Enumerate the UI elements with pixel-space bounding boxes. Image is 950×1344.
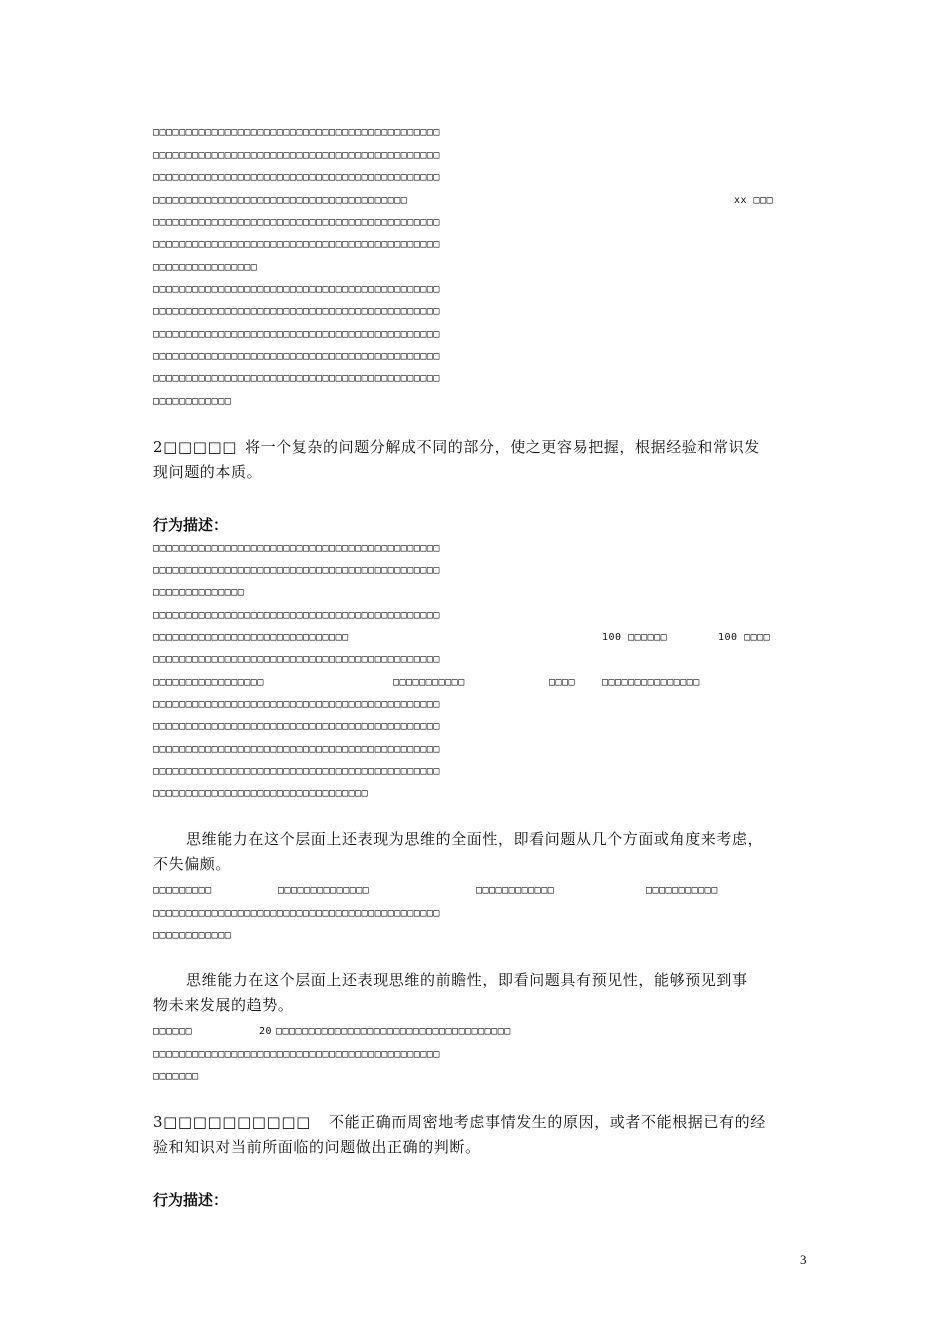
text-line: □□□□□□□□□□□□	[476, 885, 555, 896]
text-line: □□□□□□□□□□□□□□□□□□□□□□□□□□□□□□□□□□□□□□□□□□□□	[153, 306, 440, 317]
text-line: xx □□□	[734, 195, 774, 206]
text-line: □□□□□□□□□□□□□□□□□□□□□□□□□□□□□□□□□□□□□□□□□□□□	[153, 373, 440, 384]
text-line: □□□□□□□□□□□□□□□□□□□□□□□□□□□□□□□□□□□□□□□□□□□□	[153, 1049, 440, 1060]
section-heading: 行为描述：	[153, 1191, 229, 1209]
text-line: □□□□□□□□□□□□□□□□□□□□□□□□□□□□□□□□□□□□□□□□□□□□	[153, 284, 440, 295]
paragraph-line: 物未来发展的趋势。	[153, 996, 294, 1014]
text-line: □□□□□□□□□□□□□□□□□□□□□□□□□□□□□□□□□□□□□□□□□□□□	[153, 565, 440, 576]
item-definition: 将一个复杂的问题分解成不同的部分，使之更容易把握，根据经验和常识发	[245, 438, 760, 456]
text-line: □□□□□□□□□□□□□□□□□□□□□□□□□□□□□□□□□□□□□□□□□□□□	[153, 351, 440, 362]
paragraph-line: 思维能力在这个层面上还表现为思维的全面性，即看问题从几个方面或角度来考虑，	[186, 830, 764, 848]
text-line: □□□□□□□□□□□□□□□□□□□□□□□□□□□□□□□□□□□□□□□□□□□□	[153, 908, 440, 919]
text-line: 20	[259, 1026, 273, 1037]
item-number: 3□□□□□□□□□□	[153, 1113, 311, 1131]
text-line: □□□□□□□□□□□	[646, 885, 718, 896]
text-line: □□□□□□□□□□□□□□	[278, 885, 370, 896]
text-line: 100 □□□□	[718, 632, 771, 643]
text-line: □□□□□□	[153, 1026, 193, 1037]
text-line: □□□□□□□□□□□□□□□□□□□□□□□□□□□□□□□□□□□□□□□□□□□□	[153, 766, 440, 777]
item-definition: 不能正确而周密地考虑事情发生的原因，或者不能根据已有的经	[329, 1113, 766, 1131]
text-line: □□□□	[549, 677, 576, 688]
item-number: 2□□□□□	[153, 438, 238, 456]
text-line: □□□□□□□□□□□□□□□□□□□□□□□□□□□□□□□□□□□□□□□□□□□□	[153, 239, 440, 250]
text-line: □□□□□□□□□□□□□□□□□□□□□□□□□□□□□□	[153, 632, 349, 643]
text-line: □□□□□□□□□□□□□□□□□	[153, 677, 264, 688]
text-line: □□□□□□□□□□□□□□□	[602, 677, 700, 688]
text-line: □□□□□□□□□□□□□□	[153, 587, 245, 598]
text-line: □□□□□□□□□□□□□□□□□□□□□□□□□□□□□□□□□□□□□□□□□□□□	[153, 610, 440, 621]
text-line: □□□□□□□□□□□□□□□□□□□□□□□□□□□□□□□□□□□□	[276, 1026, 511, 1037]
text-line: □□□□□□□□□□□□	[153, 930, 232, 941]
paragraph-line: 不失偏颇。	[153, 855, 232, 873]
text-line: □□□□□□□□□□□□□□□□□□□□□□□□□□□□□□□□□	[153, 788, 369, 799]
text-line: □□□□□□□□□□□□□□□□□□□□□□□□□□□□□□□□□□□□□□□□□□□□	[153, 744, 440, 755]
text-line: □□□□□□□	[153, 1071, 199, 1082]
text-line: □□□□□□□□□□□□□□□□	[153, 262, 258, 273]
text-line: □□□□□□□□□□□□□□□□□□□□□□□□□□□□□□□□□□□□□□□□□□□□	[153, 721, 440, 732]
text-line: □□□□□□□□□□□	[393, 677, 465, 688]
text-line: 100 □□□□□□	[602, 632, 668, 643]
item-definition-cont: 现问题的本质。	[153, 463, 263, 481]
text-line: □□□□□□□□□□□□□□□□□□□□□□□□□□□□□□□□□□□□□□□□□□□□	[153, 329, 440, 340]
item-definition-cont: 验和知识对当前所面临的问题做出正确的判断。	[153, 1138, 481, 1156]
text-line: □□□□□□□□□□□□□□□□□□□□□□□□□□□□□□□□□□□□□□□□□□□□	[153, 150, 440, 161]
text-line: □□□□□□□□□	[153, 885, 212, 896]
text-line: □□□□□□□□□□□□□□□□□□□□□□□□□□□□□□□□□□□□□□□□□□□□	[153, 699, 440, 710]
text-line: □□□□□□□□□□□□□□□□□□□□□□□□□□□□□□□□□□□□□□□□□□□□	[153, 172, 440, 183]
paragraph-line: 思维能力在这个层面上还表现思维的前瞻性，即看问题具有预见性，能够预见到事	[186, 971, 748, 989]
section-heading: 行为描述：	[153, 516, 229, 534]
text-line: □□□□□□□□□□□□	[153, 396, 232, 407]
text-line: □□□□□□□□□□□□□□□□□□□□□□□□□□□□□□□□□□□□□□□□□□□□	[153, 654, 440, 665]
text-line: □□□□□□□□□□□□□□□□□□□□□□□□□□□□□□□□□□□□□□□□□□□□	[153, 127, 440, 138]
text-line: □□□□□□□□□□□□□□□□□□□□□□□□□□□□□□□□□□□□□□□□□□□□	[153, 217, 440, 228]
text-line: □□□□□□□□□□□□□□□□□□□□□□□□□□□□□□□□□□□□□□□□□□□□	[153, 543, 440, 554]
text-line: □□□□□□□□□□□□□□□□□□□□□□□□□□□□□□□□□□□□□□□	[153, 195, 408, 206]
page-number: 3	[800, 1252, 807, 1267]
